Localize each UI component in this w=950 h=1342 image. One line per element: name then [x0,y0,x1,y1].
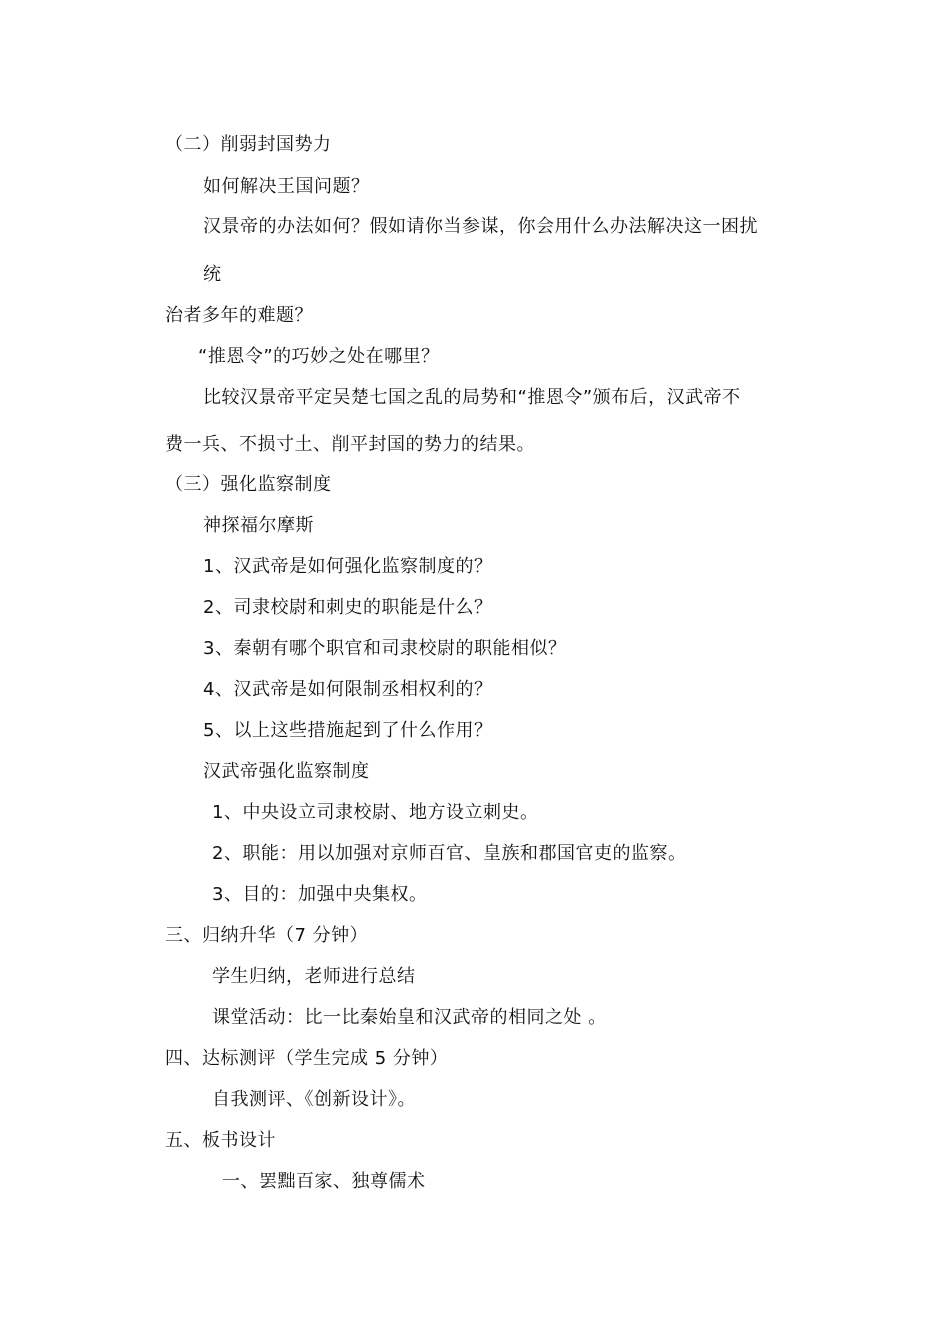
list-item-question-1: 1、汉武帝是如何强化监察制度的？ [203,556,493,577]
question-tuienling: “推恩令”的巧妙之处在哪里？ [198,346,440,367]
section-heading-supervision: （三）强化监察制度 [165,474,332,495]
summary-item-1: 1、中央设立司隶校尉、地方设立刺史。 [212,802,539,823]
question-jingdi-method-cont: 统 [203,264,222,285]
summary-title-supervision: 汉武帝强化监察制度 [203,761,370,782]
section-heading-board-design: 五、板书设计 [165,1130,276,1151]
list-item-question-5: 5、以上这些措施起到了什么作用？ [203,720,493,741]
list-item-question-3: 3、秦朝有哪个职官和司隶校尉的职能相似？ [203,638,567,659]
conclusion-class-activity: 课堂活动：比一比秦始皇和汉武帝的相同之处 。 [212,1007,607,1028]
comparison-paragraph: 比较汉景帝平定吴楚七国之乱的局势和“推恩令”颁布后，汉武帝不 [203,387,741,408]
board-design-item-1: 一、罢黜百家、独尊儒术 [222,1171,426,1192]
summary-item-2: 2、职能：用以加强对京师百官、皇族和郡国官吏的监察。 [212,843,687,864]
assessment-text: 自我测评、《创新设计》。 [212,1089,416,1110]
question-jingdi-method: 汉景帝的办法如何？假如请你当参谋，你会用什么办法解决这一困扰 [203,216,758,237]
comparison-paragraph-cont: 费一兵、不损寸土、削平封国的势力的结果。 [165,434,535,455]
section-heading-conclusion: 三、归纳升华（7 分钟） [165,925,369,946]
section-heading-weaken-fiefdoms: （二）削弱封国势力 [165,134,332,155]
activity-title-sherlock: 神探福尔摩斯 [203,515,314,536]
summary-item-3: 3、目的：加强中央集权。 [212,884,428,905]
question-kingdom-problem: 如何解决王国问题？ [203,176,370,197]
question-jingdi-method-end: 治者多年的难题？ [165,305,313,326]
list-item-question-2: 2、司隶校尉和刺史的职能是什么？ [203,597,493,618]
conclusion-student-summary: 学生归纳，老师进行总结 [212,966,416,987]
list-item-question-4: 4、汉武帝是如何限制丞相权利的？ [203,679,493,700]
section-heading-assessment: 四、达标测评（学生完成 5 分钟） [165,1048,449,1069]
